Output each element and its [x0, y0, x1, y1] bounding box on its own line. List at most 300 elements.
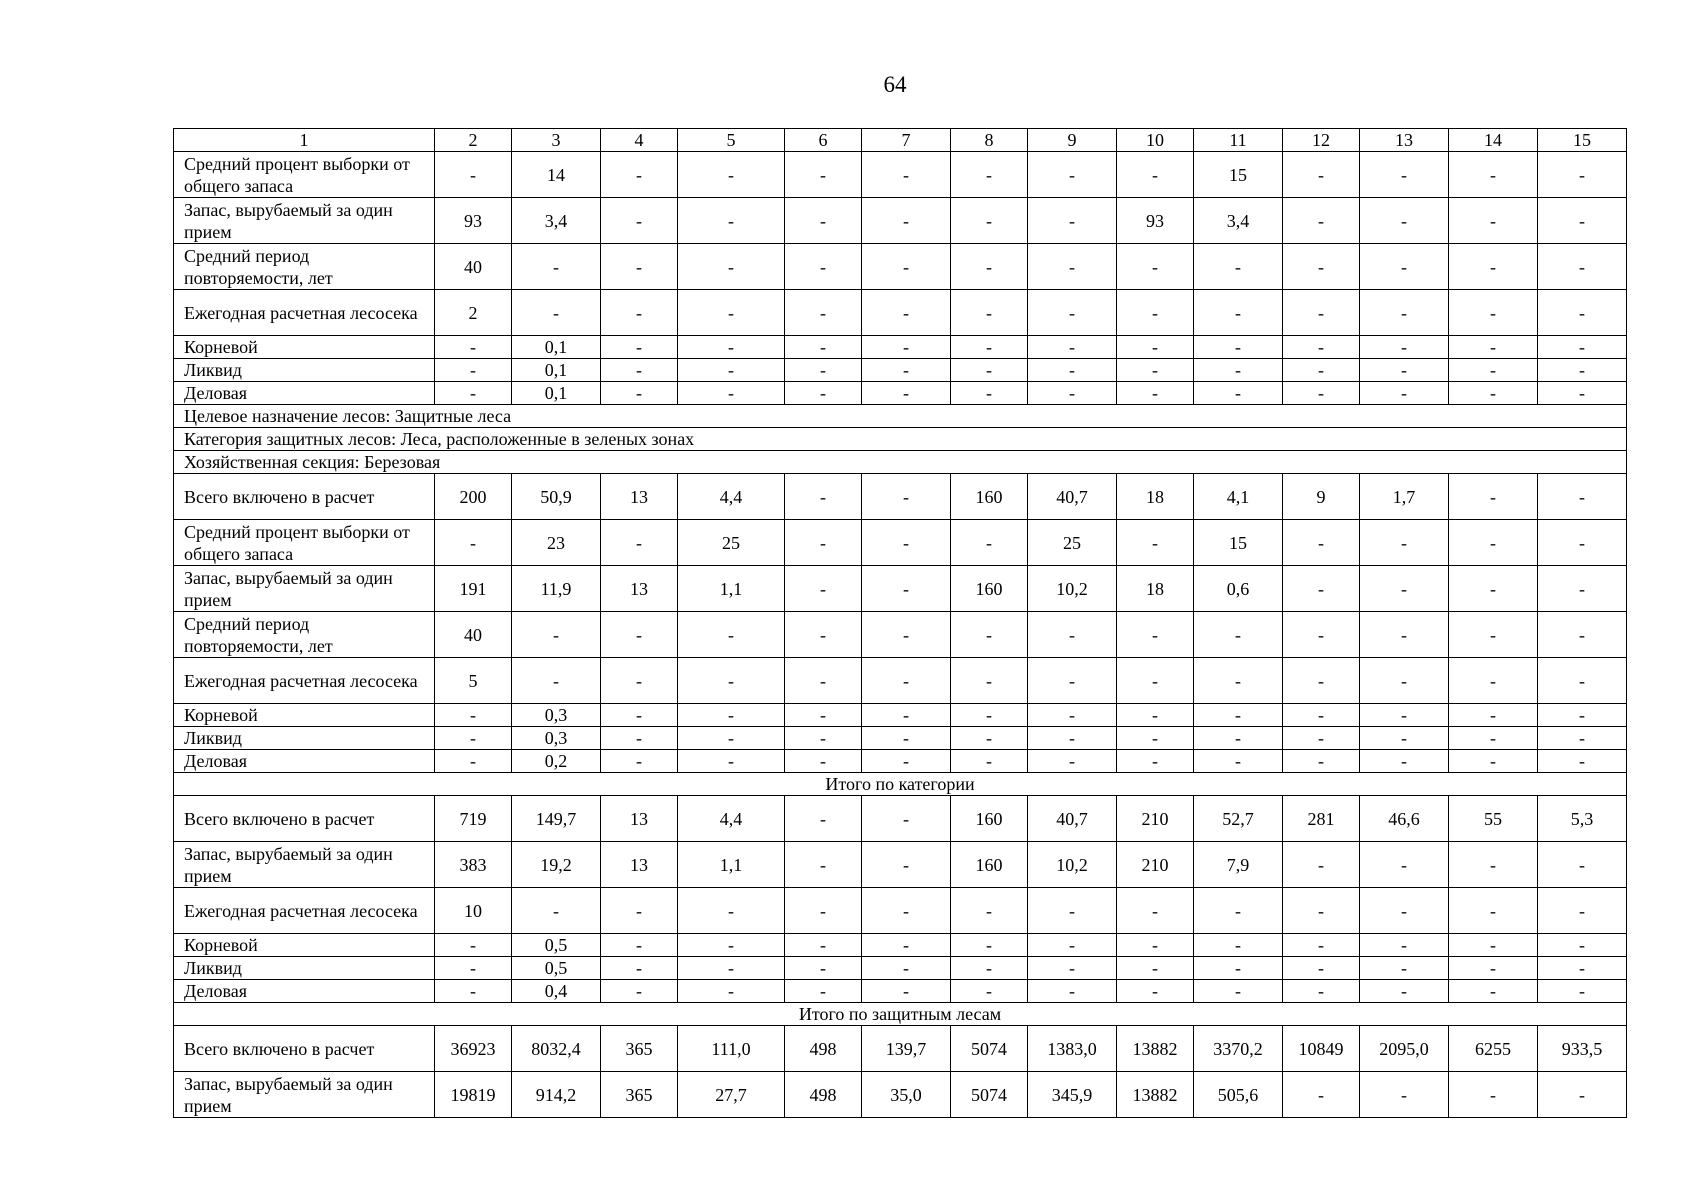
value-cell: - — [601, 520, 678, 566]
value-cell: - — [1538, 198, 1627, 244]
value-cell: - — [785, 658, 862, 704]
value-cell: 13 — [601, 474, 678, 520]
value-cell: - — [862, 152, 951, 198]
table-row — [174, 612, 1627, 658]
column-number-cell: 13 — [1360, 129, 1449, 152]
value-cell: - — [601, 888, 678, 934]
column-number-cell: 7 — [862, 129, 951, 152]
value-cell: - — [1449, 727, 1538, 750]
value-cell: 13 — [601, 842, 678, 888]
value-cell: - — [1283, 152, 1360, 198]
value-cell: - — [1360, 382, 1449, 405]
value-cell: 40 — [435, 612, 512, 658]
value-cell: 345,9 — [1028, 1072, 1117, 1118]
value-cell: - — [435, 704, 512, 727]
value-cell: 139,7 — [862, 1026, 951, 1072]
value-cell: - — [862, 957, 951, 980]
value-cell: - — [1194, 382, 1283, 405]
value-cell: - — [862, 934, 951, 957]
table-row — [174, 727, 1627, 750]
table-row — [174, 934, 1627, 957]
value-cell: 13 — [601, 796, 678, 842]
value-cell: 18 — [1117, 566, 1194, 612]
value-cell: - — [1194, 888, 1283, 934]
value-cell: 19,2 — [512, 842, 601, 888]
value-cell: - — [601, 244, 678, 290]
value-cell: - — [785, 888, 862, 934]
row-label: Всего включено в расчет — [174, 796, 435, 842]
row-label: Ежегодная расчетная лесосека — [174, 290, 435, 336]
table-row — [174, 244, 1627, 290]
value-cell: - — [951, 520, 1028, 566]
value-cell: 281 — [1283, 796, 1360, 842]
value-cell: - — [951, 727, 1028, 750]
value-cell: - — [951, 750, 1028, 773]
table-row — [174, 359, 1627, 382]
section-heading: Итого по категории — [174, 773, 1627, 796]
value-cell: - — [1360, 152, 1449, 198]
value-cell: 10 — [435, 888, 512, 934]
value-cell: 498 — [785, 1026, 862, 1072]
value-cell: - — [1283, 957, 1360, 980]
value-cell: - — [785, 382, 862, 405]
value-cell: - — [1117, 520, 1194, 566]
value-cell: - — [1538, 382, 1627, 405]
value-cell: - — [1360, 980, 1449, 1003]
value-cell: 4,4 — [678, 474, 785, 520]
value-cell: 52,7 — [1194, 796, 1283, 842]
value-cell: - — [1194, 658, 1283, 704]
value-cell: 9 — [1283, 474, 1360, 520]
value-cell: - — [678, 888, 785, 934]
value-cell: 0,1 — [512, 382, 601, 405]
value-cell: - — [1283, 842, 1360, 888]
value-cell: 0,6 — [1194, 566, 1283, 612]
value-cell: - — [1449, 336, 1538, 359]
value-cell: - — [862, 888, 951, 934]
value-cell: - — [951, 198, 1028, 244]
value-cell: - — [951, 244, 1028, 290]
row-label: Ежегодная расчетная лесосека — [174, 888, 435, 934]
table-row — [174, 980, 1627, 1003]
value-cell: - — [1117, 382, 1194, 405]
value-cell: - — [951, 934, 1028, 957]
value-cell: - — [1028, 359, 1117, 382]
value-cell: - — [1117, 290, 1194, 336]
value-cell: - — [1283, 658, 1360, 704]
value-cell: - — [601, 934, 678, 957]
value-cell: - — [1360, 842, 1449, 888]
value-cell: - — [785, 727, 862, 750]
row-label: Ликвид — [174, 359, 435, 382]
value-cell: - — [1194, 980, 1283, 1003]
value-cell: 18 — [1117, 474, 1194, 520]
value-cell: - — [1028, 198, 1117, 244]
value-cell: - — [1449, 474, 1538, 520]
value-cell: 15 — [1194, 152, 1283, 198]
value-cell: 2095,0 — [1360, 1026, 1449, 1072]
value-cell: - — [1194, 704, 1283, 727]
value-cell: 1383,0 — [1028, 1026, 1117, 1072]
row-label: Всего включено в расчет — [174, 1026, 435, 1072]
column-number-cell: 2 — [435, 129, 512, 152]
value-cell: - — [862, 658, 951, 704]
value-cell: - — [1538, 704, 1627, 727]
value-cell: - — [1449, 290, 1538, 336]
value-cell: - — [435, 382, 512, 405]
value-cell: - — [1360, 244, 1449, 290]
value-cell: 25 — [678, 520, 785, 566]
table-row — [174, 382, 1627, 405]
row-label: Средний процент выборки от общего запаса — [174, 152, 435, 198]
value-cell: - — [1028, 980, 1117, 1003]
value-cell: - — [1117, 727, 1194, 750]
value-cell: 365 — [601, 1072, 678, 1118]
value-cell: - — [1117, 934, 1194, 957]
value-cell: 0,1 — [512, 336, 601, 359]
column-number-cell: 5 — [678, 129, 785, 152]
value-cell: 36923 — [435, 1026, 512, 1072]
value-cell: - — [1283, 750, 1360, 773]
value-cell: - — [1028, 336, 1117, 359]
value-cell: - — [601, 359, 678, 382]
value-cell: 10,2 — [1028, 566, 1117, 612]
value-cell: - — [1194, 244, 1283, 290]
value-cell: - — [1117, 750, 1194, 773]
value-cell: - — [1360, 359, 1449, 382]
value-cell: - — [1538, 1072, 1627, 1118]
value-cell: - — [1449, 244, 1538, 290]
value-cell: - — [785, 359, 862, 382]
value-cell: - — [601, 957, 678, 980]
table-row — [174, 1026, 1627, 1072]
value-cell: - — [862, 359, 951, 382]
value-cell: - — [512, 290, 601, 336]
value-cell: 0,3 — [512, 727, 601, 750]
value-cell: - — [1449, 658, 1538, 704]
value-cell: - — [678, 750, 785, 773]
value-cell: 14 — [512, 152, 601, 198]
value-cell: 0,4 — [512, 980, 601, 1003]
value-cell: - — [678, 658, 785, 704]
value-cell: - — [1117, 359, 1194, 382]
value-cell: - — [1360, 566, 1449, 612]
row-label: Корневой — [174, 336, 435, 359]
value-cell: - — [601, 750, 678, 773]
table-row — [174, 750, 1627, 773]
value-cell: 13 — [601, 566, 678, 612]
value-cell: - — [1283, 198, 1360, 244]
value-cell: 4,4 — [678, 796, 785, 842]
value-cell: 160 — [951, 566, 1028, 612]
value-cell: - — [1117, 612, 1194, 658]
value-cell: - — [1117, 152, 1194, 198]
section-heading-row — [174, 428, 1627, 451]
value-cell: 13882 — [1117, 1026, 1194, 1072]
value-cell: - — [1283, 244, 1360, 290]
value-cell: 40 — [435, 244, 512, 290]
value-cell: - — [1283, 359, 1360, 382]
value-cell: - — [1449, 934, 1538, 957]
value-cell: 365 — [601, 1026, 678, 1072]
value-cell: - — [951, 888, 1028, 934]
value-cell: - — [1117, 980, 1194, 1003]
row-label: Всего включено в расчет — [174, 474, 435, 520]
value-cell: 7,9 — [1194, 842, 1283, 888]
value-cell: - — [1283, 888, 1360, 934]
value-cell: 93 — [435, 198, 512, 244]
value-cell: - — [1117, 658, 1194, 704]
value-cell: 3370,2 — [1194, 1026, 1283, 1072]
section-heading-row — [174, 451, 1627, 474]
value-cell: - — [1449, 566, 1538, 612]
value-cell: - — [601, 704, 678, 727]
row-label: Средний процент выборки от общего запаса — [174, 520, 435, 566]
row-label: Деловая — [174, 750, 435, 773]
value-cell: 5 — [435, 658, 512, 704]
value-cell: - — [678, 704, 785, 727]
value-cell: - — [601, 980, 678, 1003]
value-cell: - — [1360, 612, 1449, 658]
value-cell: 914,2 — [512, 1072, 601, 1118]
value-cell: - — [862, 290, 951, 336]
value-cell: - — [435, 336, 512, 359]
value-cell: - — [1538, 750, 1627, 773]
row-label: Корневой — [174, 934, 435, 957]
value-cell: - — [1194, 727, 1283, 750]
value-cell: - — [1360, 957, 1449, 980]
value-cell: - — [862, 520, 951, 566]
value-cell: - — [1360, 727, 1449, 750]
row-label: Запас, вырубаемый за один прием — [174, 842, 435, 888]
value-cell: - — [1449, 1072, 1538, 1118]
value-cell: 2 — [435, 290, 512, 336]
value-cell: - — [785, 612, 862, 658]
row-label: Запас, вырубаемый за один прием — [174, 198, 435, 244]
column-number-cell: 6 — [785, 129, 862, 152]
value-cell: - — [1449, 152, 1538, 198]
value-cell: - — [785, 290, 862, 336]
value-cell: 23 — [512, 520, 601, 566]
value-cell: - — [1538, 957, 1627, 980]
value-cell: - — [1194, 934, 1283, 957]
column-number-cell: 12 — [1283, 129, 1360, 152]
row-label: Деловая — [174, 382, 435, 405]
value-cell: - — [1449, 750, 1538, 773]
value-cell: - — [435, 152, 512, 198]
value-cell: - — [1538, 152, 1627, 198]
value-cell: - — [1449, 842, 1538, 888]
value-cell: 191 — [435, 566, 512, 612]
value-cell: - — [1028, 612, 1117, 658]
value-cell: - — [1449, 382, 1538, 405]
value-cell: - — [435, 934, 512, 957]
table-row — [174, 658, 1627, 704]
value-cell: - — [951, 336, 1028, 359]
row-label: Деловая — [174, 980, 435, 1003]
value-cell: 200 — [435, 474, 512, 520]
value-cell: - — [862, 198, 951, 244]
value-cell: - — [1538, 520, 1627, 566]
value-cell: - — [678, 957, 785, 980]
value-cell: - — [1194, 612, 1283, 658]
value-cell: - — [862, 842, 951, 888]
value-cell: 0,5 — [512, 957, 601, 980]
value-cell: - — [678, 727, 785, 750]
value-cell: 0,5 — [512, 934, 601, 957]
value-cell: 498 — [785, 1072, 862, 1118]
value-cell: - — [1117, 957, 1194, 980]
value-cell: 383 — [435, 842, 512, 888]
value-cell: - — [1449, 888, 1538, 934]
value-cell: - — [678, 336, 785, 359]
value-cell: - — [1028, 750, 1117, 773]
value-cell: - — [1538, 842, 1627, 888]
value-cell: - — [951, 612, 1028, 658]
value-cell: - — [862, 704, 951, 727]
value-cell: - — [1028, 704, 1117, 727]
column-number-cell: 15 — [1538, 129, 1627, 152]
value-cell: - — [435, 980, 512, 1003]
table-row — [174, 336, 1627, 359]
value-cell: - — [862, 750, 951, 773]
value-cell: - — [1283, 612, 1360, 658]
value-cell: - — [1449, 957, 1538, 980]
row-label: Запас, вырубаемый за один прием — [174, 1072, 435, 1118]
value-cell: - — [678, 244, 785, 290]
value-cell: - — [951, 359, 1028, 382]
row-label: Ликвид — [174, 957, 435, 980]
value-cell: 4,1 — [1194, 474, 1283, 520]
value-cell: 40,7 — [1028, 474, 1117, 520]
value-cell: - — [1449, 198, 1538, 244]
value-cell: - — [1360, 520, 1449, 566]
value-cell: - — [601, 198, 678, 244]
value-cell: - — [1538, 888, 1627, 934]
value-cell: - — [435, 727, 512, 750]
column-number-cell: 3 — [512, 129, 601, 152]
value-cell: - — [862, 474, 951, 520]
table-row — [174, 566, 1627, 612]
value-cell: - — [785, 566, 862, 612]
value-cell: - — [1283, 704, 1360, 727]
value-cell: 0,1 — [512, 359, 601, 382]
value-cell: - — [678, 152, 785, 198]
value-cell: - — [1028, 152, 1117, 198]
value-cell: - — [951, 980, 1028, 1003]
value-cell: 93 — [1117, 198, 1194, 244]
value-cell: - — [785, 934, 862, 957]
value-cell: - — [601, 152, 678, 198]
value-cell: - — [862, 796, 951, 842]
table-row — [174, 888, 1627, 934]
value-cell: 1,1 — [678, 566, 785, 612]
value-cell: - — [601, 382, 678, 405]
table-row — [174, 1072, 1627, 1118]
value-cell: - — [1117, 244, 1194, 290]
value-cell: - — [1449, 980, 1538, 1003]
value-cell: 160 — [951, 796, 1028, 842]
table-row — [174, 474, 1627, 520]
value-cell: 50,9 — [512, 474, 601, 520]
value-cell: 5,3 — [1538, 796, 1627, 842]
value-cell: - — [1283, 566, 1360, 612]
value-cell: - — [601, 612, 678, 658]
value-cell: - — [862, 244, 951, 290]
subtotal-heading-row — [174, 773, 1627, 796]
column-number-cell: 9 — [1028, 129, 1117, 152]
value-cell: - — [435, 750, 512, 773]
value-cell: - — [1360, 1072, 1449, 1118]
value-cell: - — [1360, 336, 1449, 359]
table-row — [174, 704, 1627, 727]
row-label: Средний период повторяемости, лет — [174, 612, 435, 658]
value-cell: - — [862, 727, 951, 750]
value-cell: - — [678, 382, 785, 405]
row-label: Запас, вырубаемый за один прием — [174, 566, 435, 612]
value-cell: - — [1538, 727, 1627, 750]
section-heading: Целевое назначение лесов: Защитные леса — [174, 405, 1627, 428]
value-cell: - — [1028, 658, 1117, 704]
value-cell: - — [862, 566, 951, 612]
value-cell: - — [1360, 704, 1449, 727]
value-cell: - — [785, 336, 862, 359]
value-cell: 149,7 — [512, 796, 601, 842]
value-cell: 5074 — [951, 1072, 1028, 1118]
value-cell: - — [1360, 198, 1449, 244]
table-header-row — [174, 129, 1627, 152]
value-cell: - — [785, 980, 862, 1003]
table-row — [174, 152, 1627, 198]
value-cell: 15 — [1194, 520, 1283, 566]
value-cell: - — [1117, 704, 1194, 727]
value-cell: - — [1538, 980, 1627, 1003]
value-cell: - — [678, 359, 785, 382]
value-cell: - — [1449, 612, 1538, 658]
forest-calculation-table — [173, 128, 1627, 1118]
value-cell: - — [678, 934, 785, 957]
column-number-cell: 14 — [1449, 129, 1538, 152]
value-cell: 46,6 — [1360, 796, 1449, 842]
value-cell: - — [1283, 934, 1360, 957]
value-cell: 1,7 — [1360, 474, 1449, 520]
value-cell: - — [785, 750, 862, 773]
row-label: Ежегодная расчетная лесосека — [174, 658, 435, 704]
table-row — [174, 198, 1627, 244]
value-cell: - — [1360, 658, 1449, 704]
value-cell: - — [951, 957, 1028, 980]
value-cell: - — [1028, 888, 1117, 934]
value-cell: - — [785, 796, 862, 842]
value-cell: - — [1538, 612, 1627, 658]
value-cell: 160 — [951, 474, 1028, 520]
value-cell: - — [1283, 382, 1360, 405]
value-cell: - — [1028, 290, 1117, 336]
value-cell: - — [1538, 566, 1627, 612]
value-cell: - — [785, 244, 862, 290]
row-label: Корневой — [174, 704, 435, 727]
value-cell: - — [1283, 1072, 1360, 1118]
row-label: Средний период повторяемости, лет — [174, 244, 435, 290]
value-cell: - — [1028, 934, 1117, 957]
value-cell: 933,5 — [1538, 1026, 1627, 1072]
value-cell: - — [512, 244, 601, 290]
value-cell: - — [601, 658, 678, 704]
value-cell: - — [1194, 359, 1283, 382]
table-row — [174, 796, 1627, 842]
page-number: 64 — [883, 72, 907, 97]
value-cell: 1,1 — [678, 842, 785, 888]
